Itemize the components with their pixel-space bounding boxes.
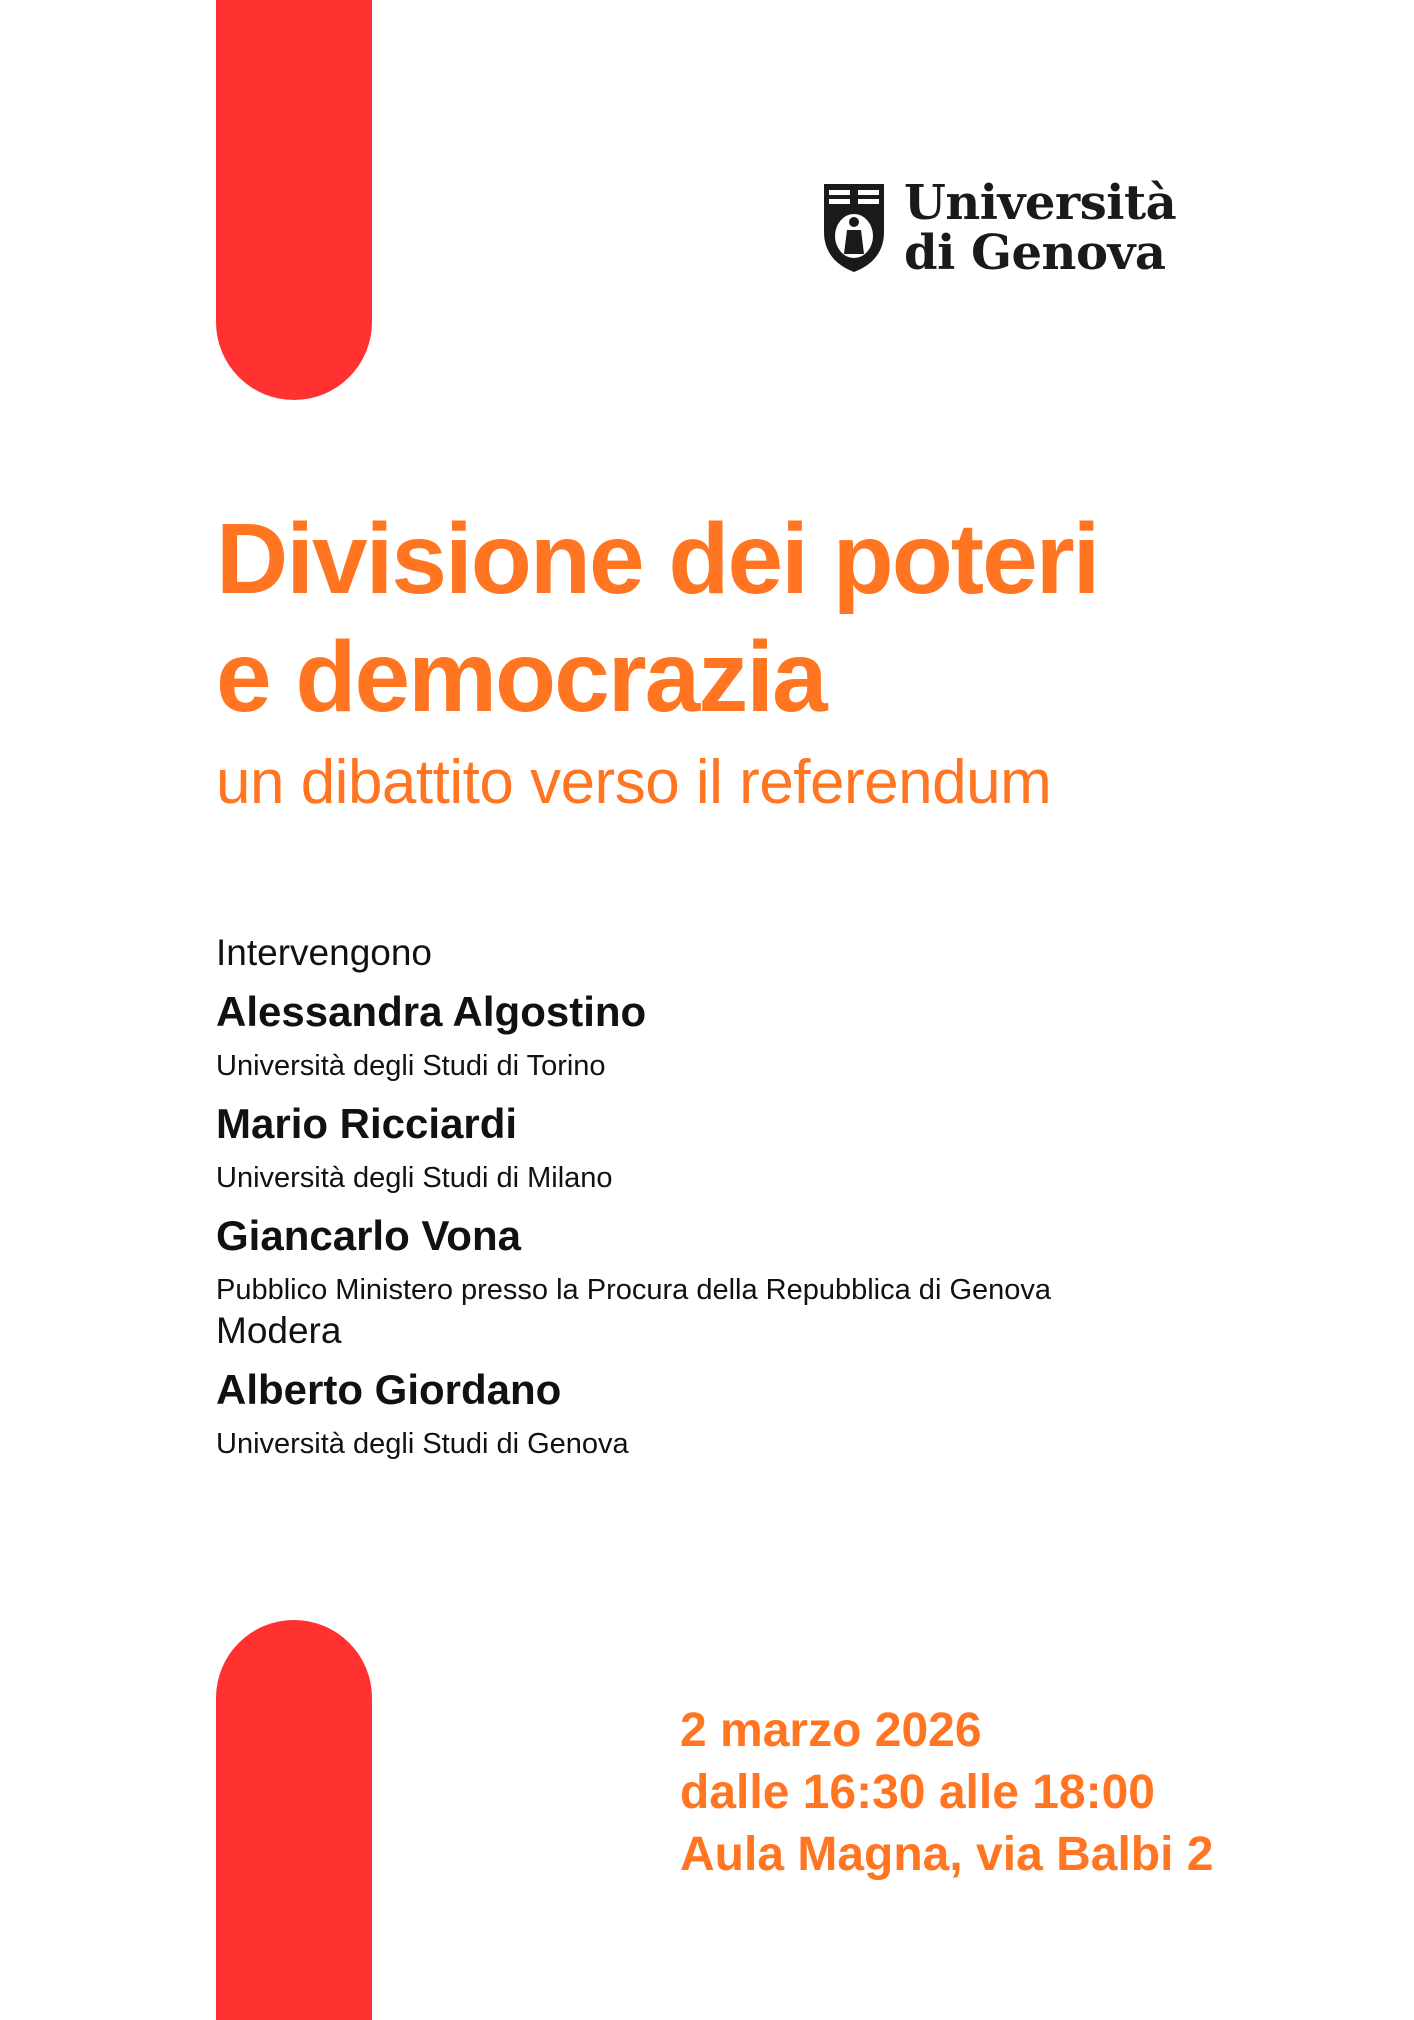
- event-title-line2: e democrazia: [216, 621, 826, 733]
- speaker-affiliation: Università degli Studi di Torino: [216, 1050, 606, 1082]
- event-title-line1: Divisione dei poteri: [216, 503, 1099, 615]
- event-title: [216, 500, 1366, 736]
- event-date: 2 marzo 2026: [680, 1704, 982, 1757]
- moderator-name: Alberto Giordano: [216, 1366, 562, 1413]
- moderator-label: Modera: [216, 1310, 342, 1351]
- university-crest-icon: [820, 182, 888, 274]
- university-name-line2: di Genova: [904, 225, 1166, 281]
- speaker-name: Mario Ricciardi: [216, 1100, 518, 1147]
- speaker-name: Giancarlo Vona: [216, 1212, 521, 1259]
- university-name-line1: Università: [904, 175, 1177, 231]
- university-name: [904, 175, 1177, 281]
- event-location: Aula Magna, via Balbi 2: [680, 1828, 1214, 1881]
- decorative-red-bar-top: [216, 0, 372, 400]
- decorative-red-bar-bottom: [216, 1620, 372, 2020]
- speakers-section: [216, 930, 1316, 1462]
- event-details: [680, 1700, 1213, 1886]
- speakers-label: Intervengono: [216, 932, 433, 973]
- speaker-name: Alessandra Algostino: [216, 988, 647, 1035]
- speaker-affiliation: Pubblico Ministero presso la Procura della Repubblica di Genova: [216, 1274, 1052, 1306]
- university-logo: [820, 175, 1177, 281]
- moderator-affiliation: Università degli Studi di Genova: [216, 1428, 629, 1460]
- event-subtitle: un dibattito verso il referendum: [216, 748, 1052, 817]
- speaker-affiliation: Università degli Studi di Milano: [216, 1162, 613, 1194]
- event-time: dalle 16:30 alle 18:00: [680, 1766, 1155, 1819]
